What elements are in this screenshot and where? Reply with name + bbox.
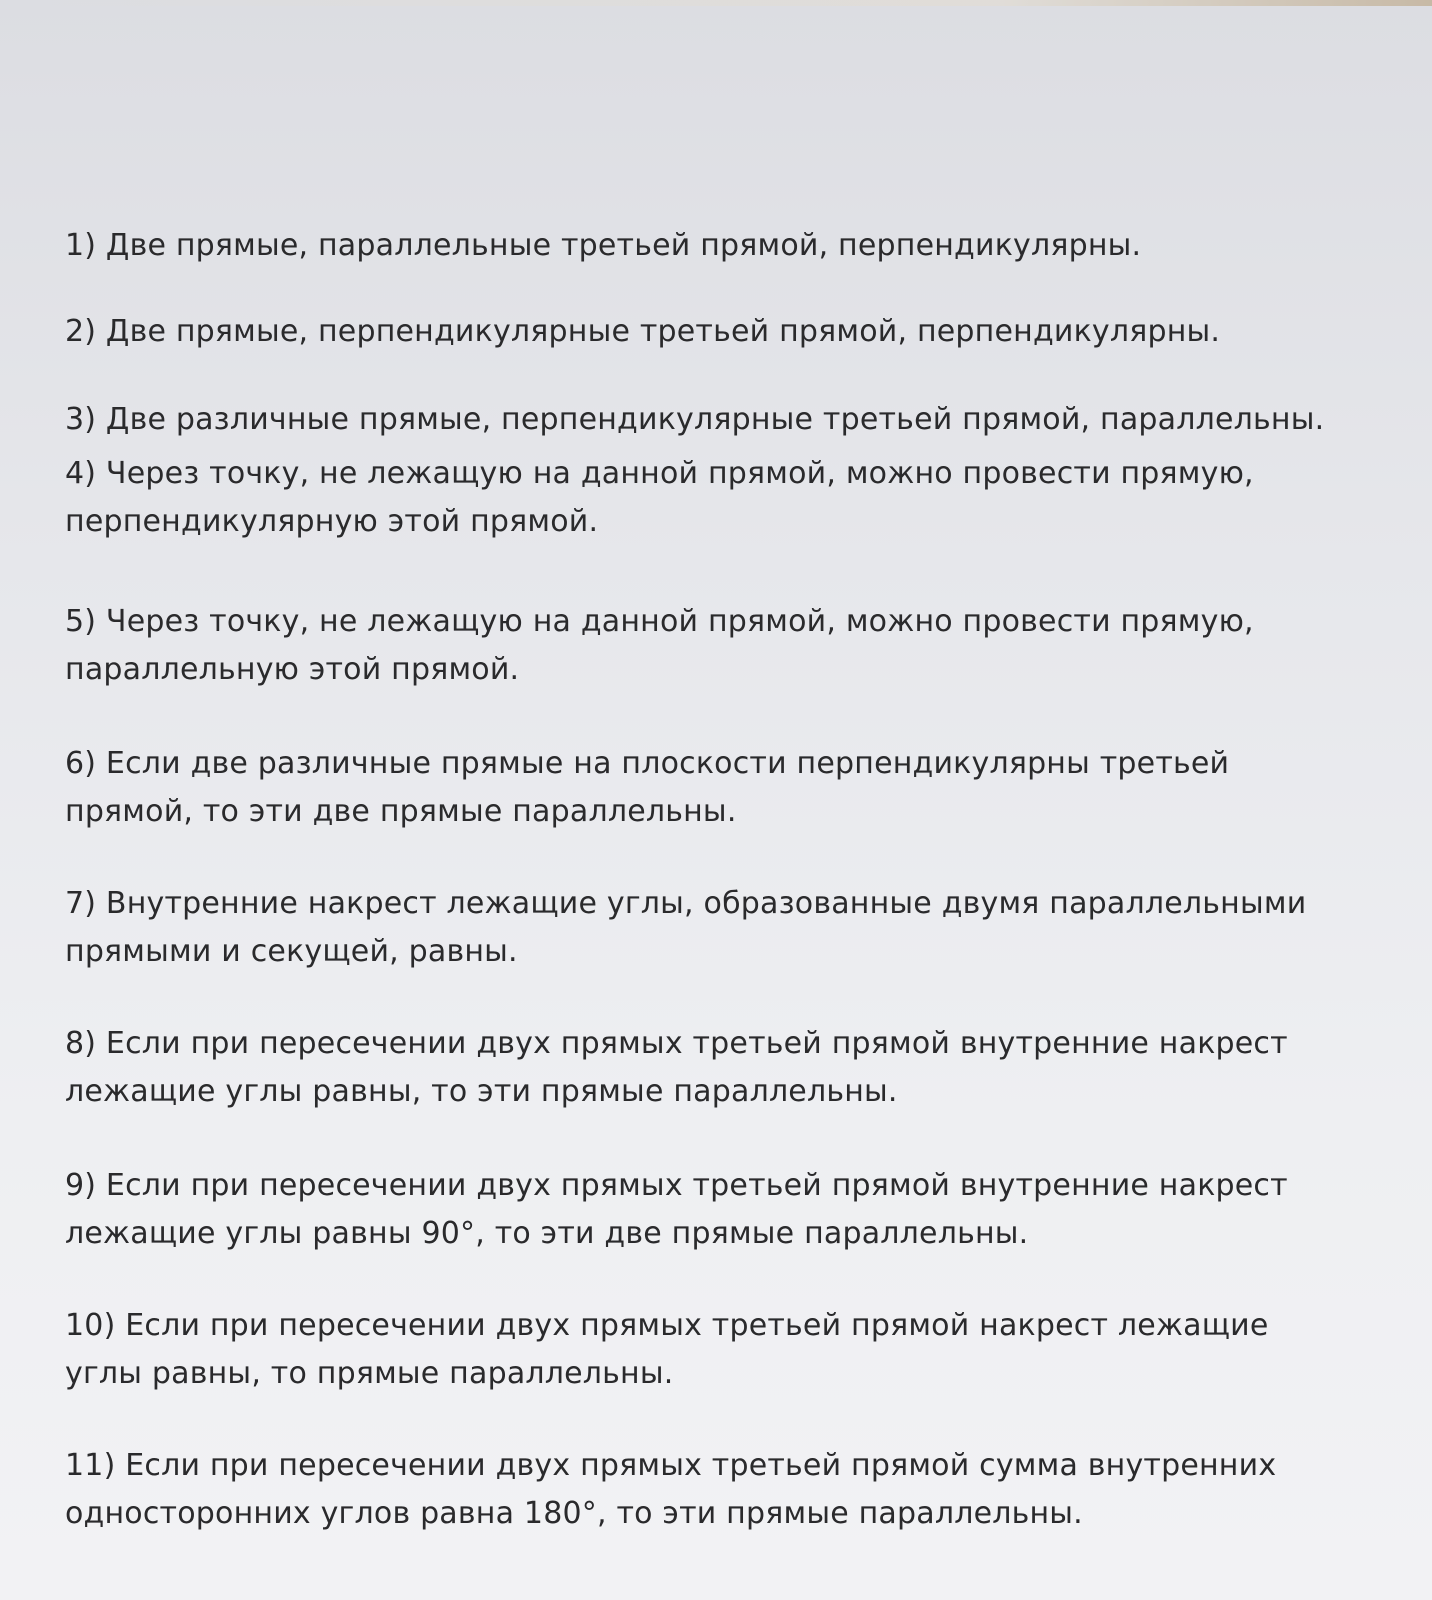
statement-1 [65, 222, 1405, 270]
statement-6 [65, 740, 1405, 836]
statement-7 [65, 880, 1405, 976]
statement-9-line-1: 9) Если при пересечении двух прямых третьей прямой внутренние накрест [65, 1168, 1288, 1203]
statement-11-line-2: односторонних углов равна 180°, то эти прямые параллельны. [65, 1496, 1083, 1531]
statement-4-line-2: перпендикулярную этой прямой. [65, 504, 599, 539]
statement-2-line-1: 2) Две прямые, перпендикулярные третьей прямой, перпендикулярны. [65, 314, 1221, 349]
statement-3 [65, 396, 1405, 444]
statement-6-line-1: 6) Если две различные прямые на плоскости перпендикулярны третьей [65, 746, 1230, 781]
statement-6-line-2: прямой, то эти две прямые параллельны. [65, 794, 737, 829]
statement-11 [65, 1442, 1405, 1538]
statement-8-line-2: лежащие углы равны, то эти прямые параллельны. [65, 1074, 898, 1109]
statement-3-line-1: 3) Две различные прямые, перпендикулярные третьей прямой, параллельны. [65, 402, 1325, 437]
statement-7-line-2: прямыми и секущей, равны. [65, 934, 518, 969]
statement-5-line-1: 5) Через точку, не лежащую на данной прямой, можно провести прямую, [65, 604, 1254, 639]
statement-9 [65, 1162, 1405, 1258]
statement-2 [65, 308, 1405, 356]
statement-8-line-1: 8) Если при пересечении двух прямых третьей прямой внутренние накрест [65, 1026, 1288, 1061]
statement-9-line-2: лежащие углы равны 90°, то эти две прямые параллельны. [65, 1216, 1029, 1251]
statement-11-line-1: 11) Если при пересечении двух прямых третьей прямой сумма внутренних [65, 1448, 1277, 1483]
statement-10-line-2: углы равны, то прямые параллельны. [65, 1356, 674, 1391]
statement-7-line-1: 7) Внутренние накрест лежащие углы, образованные двумя параллельными [65, 886, 1307, 921]
statement-1-line-1: 1) Две прямые, параллельные третьей прямой, перпендикулярны. [65, 228, 1142, 263]
paper-edge [0, 0, 1432, 6]
statement-5 [65, 598, 1405, 694]
statement-10-line-1: 10) Если при пересечении двух прямых третьей прямой накрест лежащие [65, 1308, 1269, 1343]
statement-5-line-2: параллельную этой прямой. [65, 652, 520, 687]
statement-8 [65, 1020, 1405, 1116]
statement-4 [65, 450, 1405, 546]
statement-4-line-1: 4) Через точку, не лежащую на данной прямой, можно провести прямую, [65, 456, 1254, 491]
statement-10 [65, 1302, 1405, 1398]
